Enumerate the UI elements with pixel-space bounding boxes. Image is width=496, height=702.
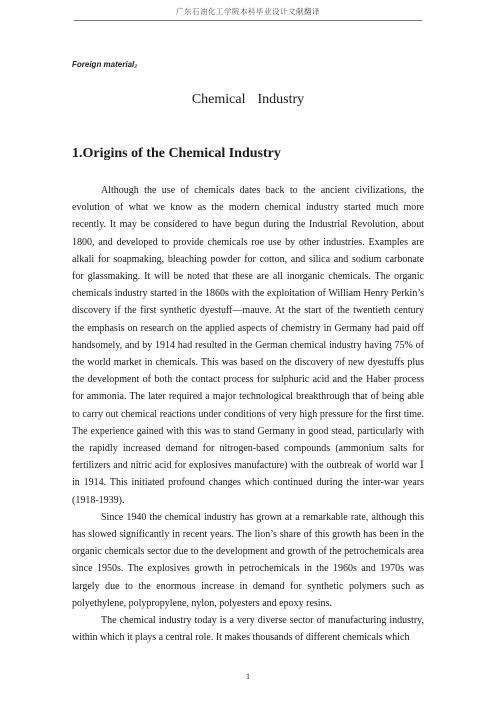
paragraph-1: Although the use of chemicals dates back to the ancient civilizations, the evolution of what we know as the modern chemical industry started much more recently. It may be considered to have begun during the Industrial Revolution, about 1800, and developed to provide chemicals roe use by other industries. Examples are alkali for soapmaking, bleaching powder for cotton, and silica and sodium carbonate for glassmaking. It will be noted that these are all inorganic chemicals. The organic chemicals industry started in the 1860s with the exploitation of William Henry Perkin’s discovery if the first synthetic dyestuff—mauve. At the start of the twentieth century the emphasis on research on the applied aspects of chemistry in Germany had paid off handsomely, and by 1914 had resulted in the German chemical industry having 75% of the world market in chemicals. This was based on the discovery of new dyestuffs plus the development of both the contact process for sulphuric acid and the Haber process for ammonia. The later required a major technological breakthrough that of being able to carry out chemical reactions under conditions of very high pressure for the first time. The experience gained with this was to stand Germany in good stead, particularly with the rapidly increased demand for nitrogen-based compounds (ammonium salts for fertilizers and nitric acid for explosives manufacture) with the outbreak of world war Ⅰ in 1914. This initiated profound changes which continued during the inter-war years (1918-1939).: [72, 185, 424, 506]
title-word-1: Chemical: [191, 92, 246, 107]
paragraph-3: The chemical industry today is a very diverse sector of manufacturing industry, within which it plays a central role. It makes thousands of different chemicals which: [72, 615, 424, 644]
header-rule: [74, 20, 422, 21]
title-word-2: Industry: [257, 92, 305, 107]
running-header: 广东石油化工学院本科毕业设计文献翻译: [176, 7, 320, 16]
document-title: [0, 92, 496, 108]
body-text: [72, 182, 424, 646]
paragraph-2: Since 1940 the chemical industry has grown at a remarkable rate, although this has slowed significantly in recent years. The lion’s share of this growth has been in the organic chemicals sector due to the development and growth of the petrochemicals area since 1950s. The explosives growth in petrochemicals in the 1960s and 1970s was largely due to the enormous increase in demand for synthetic polymers such as polyethylene, polypropylene, nylon, polyesters and epoxy resins.: [72, 511, 424, 609]
foreign-material-label: Foreign material₂: [72, 60, 138, 69]
page-number: 1: [246, 672, 250, 681]
section-heading: 1.Origins of the Chemical Industry: [72, 146, 281, 161]
